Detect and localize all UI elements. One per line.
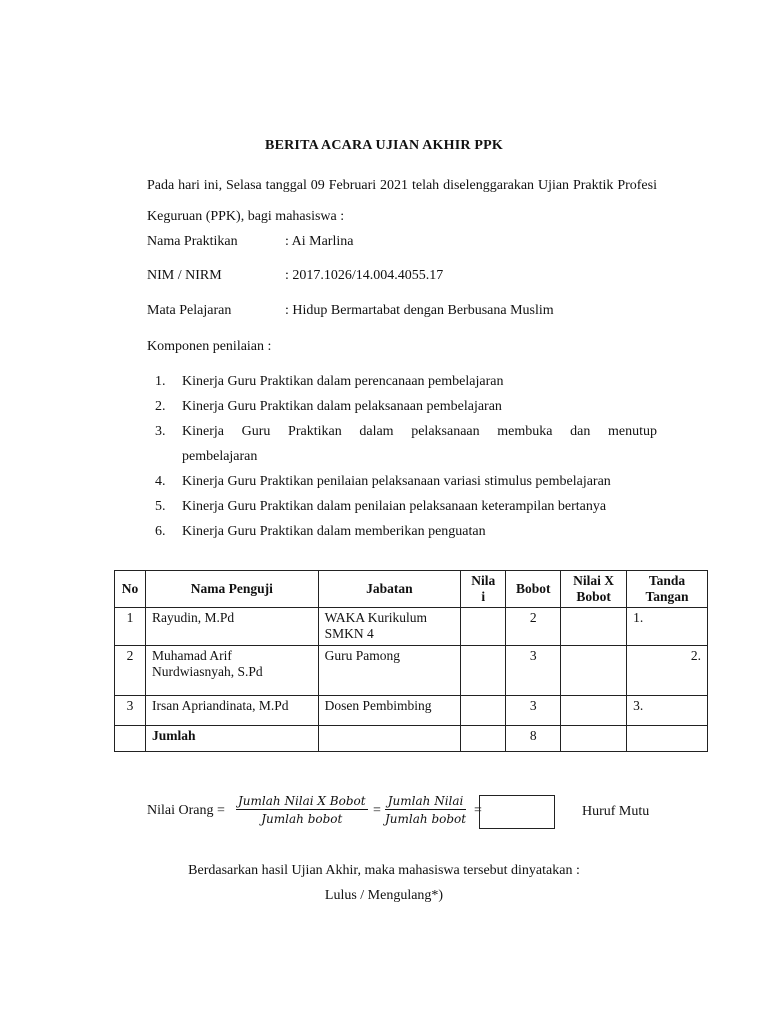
cell-jabatan: WAKA Kurikulum SMKN 4	[318, 608, 461, 646]
cell-no: 1	[115, 608, 146, 646]
cell-jabatan: Guru Pamong	[318, 646, 461, 696]
field-value: : Hidup Bermartabat dengan Berbusana Muslim	[285, 303, 554, 318]
nilai-result-box[interactable]	[479, 795, 555, 829]
table-total-row	[115, 726, 708, 752]
cell-jabatan: Dosen Pembimbing	[318, 696, 461, 726]
field-value: : 2017.1026/14.004.4055.17	[285, 268, 444, 283]
cell-jumlah-label: Jumlah	[145, 726, 318, 752]
table-header-row	[115, 571, 708, 608]
komponen-list	[147, 369, 657, 544]
formula-equals-2: =	[474, 803, 482, 818]
col-header-nama: Nama Penguji	[145, 571, 318, 608]
result-text: Lulus / Mengulang*)	[324, 888, 444, 903]
cell-nama: Rayudin, M.Pd	[145, 608, 318, 646]
list-item: 2. Kinerja Guru Praktikan dalam pelaksanaan pembelajaran	[155, 399, 502, 414]
formula-fraction-1: Jumlah Nilai X Bobot Jumlah bobot	[238, 794, 366, 826]
cell-nilai-x-bobot	[561, 608, 627, 646]
cell-nilai	[461, 696, 506, 726]
list-item: 5. Kinerja Guru Praktikan dalam penilaian pelaksanaan keterampilan bertanya	[155, 499, 607, 514]
field-mata-pelajaran	[147, 301, 667, 321]
table-row	[115, 696, 708, 726]
field-nama-praktikan	[147, 232, 667, 252]
list-item: 1. Kinerja Guru Praktikan dalam perencanaan pembelajaran	[155, 374, 504, 389]
list-item-continuation: pembelajaran	[182, 449, 258, 464]
cell-no: 2	[115, 646, 146, 696]
table-row	[115, 646, 708, 696]
col-header-nilai-x-bobot: Nilai X Bobot	[561, 571, 627, 608]
cell-nilai-x-bobot	[561, 646, 627, 696]
cell-tanda-tangan: 3.	[627, 696, 708, 726]
huruf-mutu-label: Huruf Mutu	[582, 804, 650, 819]
cell-no: 3	[115, 696, 146, 726]
col-header-nilai: Nila i	[461, 571, 506, 608]
cell-nilai	[461, 646, 506, 696]
formula-fraction-2: Jumlah Nilai Jumlah bobot	[385, 794, 467, 826]
col-header-no: No	[115, 571, 146, 608]
cell-nama: Muhamad Arif Nurdwiasnyah, S.Pd	[145, 646, 318, 696]
formula-equals: =	[373, 803, 381, 818]
cell-nama: Irsan Apriandinata, M.Pd	[145, 696, 318, 726]
field-nim	[147, 266, 667, 286]
col-header-jabatan: Jabatan	[318, 571, 461, 608]
penguji-table	[114, 570, 708, 752]
cell-bobot: 3	[506, 646, 561, 696]
komponen-heading: Komponen penilaian :	[147, 339, 272, 354]
cell-bobot: 3	[506, 696, 561, 726]
field-value: : Ai Marlina	[285, 234, 354, 249]
cell-tanda-tangan: 2.	[627, 646, 708, 696]
field-label: Mata Pelajaran	[147, 303, 232, 318]
col-header-tanda-tangan: Tanda Tangan	[627, 571, 708, 608]
table-row	[115, 608, 708, 646]
cell-bobot: 2	[506, 608, 561, 646]
list-item: 6. Kinerja Guru Praktikan dalam memberikan penguatan	[155, 524, 486, 539]
list-item: 3. Kinerja Guru Praktikan dalam pelaksanaan membuka dan menutup	[155, 424, 657, 439]
intro-paragraph: Pada hari ini, Selasa tanggal 09 Februari 2021 telah diselenggarakan Ujian Praktik Profesi Keguruan (PPK), bagi mahasiswa :	[147, 178, 657, 224]
list-item: 4. Kinerja Guru Praktikan penilaian pelaksanaan variasi stimulus pembelajaran	[155, 474, 611, 489]
col-header-bobot: Bobot	[506, 571, 561, 608]
cell-jumlah-bobot: 8	[506, 726, 561, 752]
cell-nilai-x-bobot	[561, 696, 627, 726]
document-title: BERITA ACARA UJIAN AKHIR PPK	[265, 138, 503, 153]
cell-nilai	[461, 608, 506, 646]
field-label: Nama Praktikan	[147, 234, 238, 249]
decision-text: Berdasarkan hasil Ujian Akhir, maka mahasiswa tersebut dinyatakan :	[188, 863, 580, 878]
formula-lhs: Nilai Orang =	[147, 803, 225, 818]
field-label: NIM / NIRM	[147, 268, 222, 283]
cell-tanda-tangan: 1.	[627, 608, 708, 646]
